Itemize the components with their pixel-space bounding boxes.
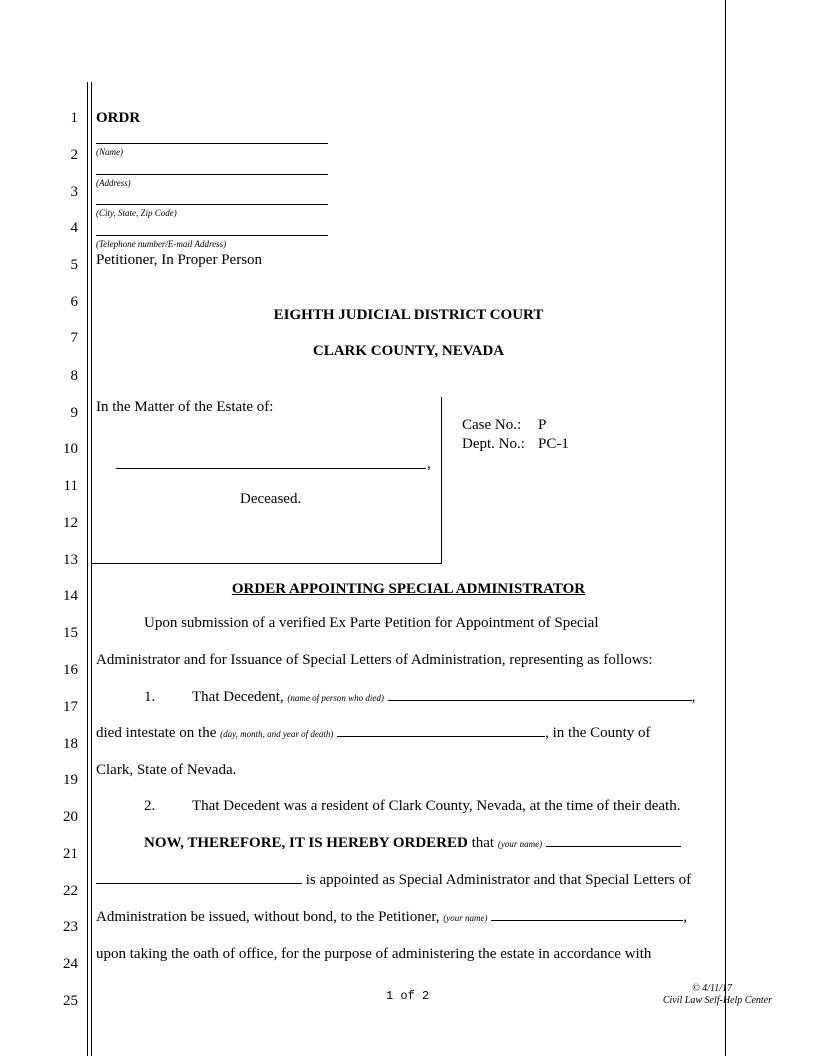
left-margin-rule-2	[91, 82, 92, 1056]
self-help-center: Civil Law Self-Help Center	[662, 995, 772, 1006]
line-number-14: 14	[63, 588, 78, 604]
line-number-24: 24	[63, 956, 78, 972]
died-text: died intestate on the	[96, 725, 217, 741]
dept-no-value: PC-1	[538, 436, 569, 452]
dept-no-label: Dept. No.:	[462, 436, 525, 452]
line-number-2: 2	[70, 147, 78, 163]
line-number-20: 20	[63, 809, 78, 825]
your-name-blank-2[interactable]	[96, 871, 302, 884]
item-1-number: 1.	[144, 689, 156, 705]
case-no-label: Case No.:	[462, 417, 522, 433]
court-county: CLARK COUNTY, NEVADA	[312, 343, 505, 359]
city-label: (City, State, Zip Code)	[96, 208, 177, 218]
right-margin-rule	[725, 0, 726, 1056]
died-end: , in the County of	[545, 725, 651, 741]
court-name: EIGHTH JUDICIAL DISTRICT COURT	[273, 307, 544, 323]
paragraph-1-line-2: Administrator and for Issuance of Special Letters of Administration, representing as follows:	[96, 652, 653, 668]
deceased-label: Deceased.	[240, 491, 302, 507]
line-number-25: 25	[63, 993, 78, 1009]
line-number-1: 1	[70, 110, 78, 126]
order-title: ORDER APPOINTING SPECIAL ADMINISTRATOR	[231, 581, 586, 597]
your-name-hint: (your name)	[497, 839, 543, 849]
address-line	[96, 174, 328, 175]
line-number-17: 17	[63, 699, 78, 715]
estate-name-line	[116, 468, 426, 469]
line-number-9: 9	[70, 405, 78, 421]
item-1-hint: (name of person who died)	[287, 693, 384, 703]
case-no-value: P	[538, 417, 547, 433]
item-2-text: That Decedent was a resident of Clark County, Nevada, at the time of their death.	[192, 798, 681, 814]
copyright-date: © 4/11/17	[692, 983, 732, 994]
died-line	[96, 724, 651, 743]
decedent-name-blank[interactable]	[388, 688, 692, 701]
line-number-15: 15	[63, 625, 78, 641]
ordered-line	[144, 834, 681, 853]
line-number-18: 18	[63, 736, 78, 752]
city-line	[96, 204, 328, 205]
line-number-4: 4	[70, 220, 78, 236]
line-number-3: 3	[70, 184, 78, 200]
line-number-23: 23	[63, 919, 78, 935]
item-1-text: That Decedent,	[192, 689, 284, 705]
address-label: (Address)	[96, 178, 131, 188]
page-number: 1 of 2	[386, 989, 430, 1003]
matter-text: In the Matter of the Estate of:	[96, 399, 274, 415]
line-number-11: 11	[63, 478, 78, 494]
admin-end: ,	[683, 909, 688, 925]
oath-line: upon taking the oath of office, for the purpose of administering the estate in accordance with	[96, 946, 652, 962]
petitioner-name-blank[interactable]	[491, 908, 683, 921]
estate-comma: ,	[427, 456, 431, 472]
item-2-number: 2.	[144, 798, 156, 814]
admin-hint: (your name)	[443, 913, 488, 923]
name-line	[96, 143, 328, 144]
admin-text: Administration be issued, without bond, to the Petitioner,	[96, 909, 440, 925]
line-number-13: 13	[63, 552, 78, 568]
caption-box-bottom	[92, 563, 442, 564]
line-number-10: 10	[63, 441, 78, 457]
doc-code: ORDR	[96, 110, 141, 126]
item-1-end: ,	[691, 689, 696, 705]
clark-line: Clark, State of Nevada.	[96, 762, 237, 778]
your-name-blank-1[interactable]	[546, 834, 681, 847]
name-label: (Name)	[96, 147, 123, 157]
paragraph-1-line-1: Upon submission of a verified Ex Parte Petition for Appointment of Special	[144, 615, 599, 631]
appointed-line	[96, 871, 691, 889]
ordered-bold: NOW, THEREFORE, IT IS HEREBY ORDERED	[144, 835, 468, 851]
phone-line	[96, 235, 328, 236]
line-number-8: 8	[70, 368, 78, 384]
admin-line	[96, 908, 687, 927]
caption-box-vertical	[441, 397, 442, 563]
line-number-16: 16	[63, 662, 78, 678]
line-number-7: 7	[70, 330, 78, 346]
died-hint: (day, month, and year of death)	[220, 729, 334, 739]
line-number-5: 5	[70, 257, 78, 273]
appointed-text: is appointed as Special Administrator and that Special Letters of	[305, 872, 692, 888]
ordered-that: that	[471, 835, 495, 851]
line-number-12: 12	[63, 515, 78, 531]
line-number-19: 19	[63, 772, 78, 788]
line-number-6: 6	[70, 294, 78, 310]
death-date-blank[interactable]	[337, 724, 545, 737]
petitioner-label: Petitioner, In Proper Person	[96, 252, 263, 268]
phone-label: (Telephone number/E-mail Address)	[96, 239, 227, 249]
line-number-22: 22	[63, 883, 78, 899]
item-1-line	[192, 688, 695, 707]
left-margin-rule-1	[87, 82, 88, 1056]
line-number-21: 21	[63, 846, 78, 862]
